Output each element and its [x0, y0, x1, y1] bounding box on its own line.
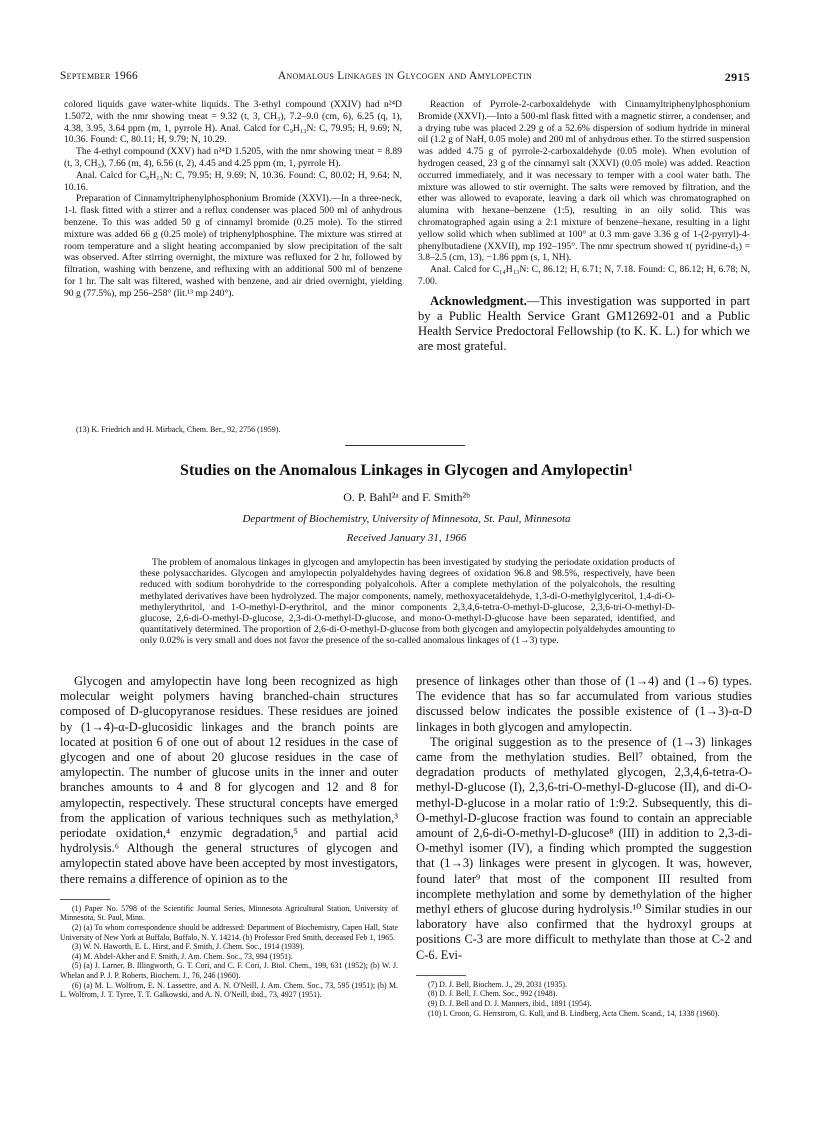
paragraph: The 4-ethyl compound (XXV) had n²⁴D 1.5205, with the nmr showing τneat = 8.89 (t, 3, CH₃), 7.66 (m, 4), 6.56 (t, 2), 4.45 and 4.25 ppm (m, 1, pyrrole H).	[64, 146, 402, 169]
prev-article-left-column	[64, 99, 402, 300]
running-header	[60, 70, 750, 86]
paragraph: Reaction of Pyrrole-2-carboxaldehyde with Cinnamyltriphenylphosphonium Bromide (XXVI).—Into a 500-ml flask fitted with a magnetic stirrer, a condenser, and a drying tube was placed 2.29 g of a 52.6% dispersion of sodium hydride in mineral oil (1.2 g of NaH, 0.05 mole) and 200 ml of anhydrous ether. To the stirred suspension was added 4.75 g of pyrrole-2-carboxaldehyde (0.05 mole). When evolution of hydrogen ceased, 23 g of the cinnamyl salt (XXVI) (0.05 mole) was added. Reaction occurred immediately, and it was necessary to temper with a cool water bath. The mixture was allowed to stir overnight. The salts were removed by filtration, and the ether was allowed to evaporate, leaving a dark oil which was chromatographed on alumina with hexane–benzene (1:5), resulting in an oily solid. This was chromatographed again using a 2:1 mixture of benzene–hexane, resulting in a light yellow solid which when sublimed at 100° at 0.3 mm gave 3.36 g of 1-(2-pyrryl)-4-phenylbutadiene (XXVII), mp 192–195°. The nmr spectrum showed τ( pyridine-d₅) = 3.8–2.5 (cm, 13), −1.86 ppm (s, 1, NH).	[418, 99, 750, 264]
paragraph: Glycogen and amylopectin have long been recognized as high molecular weight polymers having branched-chain structures composed of D-glucopyranose residues. These residues are joined by (1→4)-α-D-glucosidic linkages and the branch points are located at position 6 of one out of about 12 residues in the case of glycogen and one of about 20 glucose residues in the case of amylopectin. The number of glucose units in the inner and outer branches amounts to 4 and 8 for glycogen and 12 and 8 for amylopectin, respectively. These structural concepts have emerged from the application of various techniques such as methylation,³ periodate oxidation,⁴ enzymic degradation,⁵ and partial acid hydrolysis.⁶ Although the general structures of glycogen and amylopectin stated above have been accepted by most investigators, there remains a difference of opinion as to the	[60, 674, 398, 886]
paragraph: Anal. Calcd for C₁₄H₁₃N: C, 86.12; H, 6.71; N, 7.18. Found: C, 86.12; H, 6.78; N, 7.00.	[418, 264, 750, 287]
footnotes-left	[60, 904, 398, 1000]
paragraph: Preparation of Cinnamyltriphenylphosphonium Bromide (XXVI).—In a three-neck, 1-l. flask fitted with a stirrer and a reflux condenser was placed 500 ml of anhydrous benzene. To this was added 50 g of cinnamyl bromide (0.25 mole). To the stirred mixture was added 66 g (0.25 mole) of triphenylphosphine. The mixture was stirred at room temperature and a slight heating accompanied by slow precipitation of the salt was observed. After stirring overnight, the mixture was refluxed for 2 hr, followed by filtration, washing with benzene, and refluxing with an additional 500 ml of benzene for 1 hr. The salt was filtered, washed with benzene, and air dried overnight, yielding 90 g (77.5%), mp 256–258° (lit.¹³ mp 240°).	[64, 193, 402, 299]
footnote-13: (13) K. Friedrich and H. Mirback, Chem. Ber., 92, 2756 (1959).	[76, 425, 281, 434]
footnote: (2) (a) To whom correspondence should be addressed: Department of Biochemistry, Capen Hall, State University of New York at Buffalo, Buffalo, N. Y. 14214. (b) Professor Fred Smith, deceased Feb 1, 1965.	[60, 923, 398, 942]
header-date: September 1966	[60, 70, 138, 82]
paragraph: The original suggestion as to the presence of (1→3) linkages came from the methylation studies. Bell⁷ obtained, from the degradation products of methylated glycogen, 2,3,4,6-tetra-O-methyl-D-glucose (I), 2,3,6-tri-O-methyl-D-glucose (II), and di-O-methyl-D-glucose in a molar ratio of 1:9:2. Subsequently, this di-O-methyl-D-glucose fraction was found to contain an appreciable amount of 2,6-di-O-methyl-D-glucose⁸ (III) in addition to 2,3-di-O-methyl isomer (IV), a finding which prompted the suggestion that (1→3) linkages were present in glycogen. It was, however, found later⁹ that most of the component III resulted from incomplete methylation and some by demethylation of the higher methyl ethers of glucose during hydrolysis.¹⁰ Similar studies in our laboratory have also confirmed that the hydroxyl groups at positions C-3 are more difficult to methylate than those at C-2 and C-6. Evi-	[416, 734, 752, 962]
footnote: (1) Paper No. 5798 of the Scientific Journal Series, Minnesota Agricultural Station, University of Minnesota, St. Paul, Minn.	[60, 903, 398, 923]
footnote-divider	[416, 975, 466, 976]
paragraph: Anal. Calcd for C₉H₁₃N: C, 79.95; H, 9.69; N, 10.36. Found: C, 80.02; H, 9.64; N, 10.16.	[64, 169, 402, 193]
article-left-column	[60, 674, 398, 1000]
footnote: (5) (a) J. Larner, B. Illingworth, G. T. Cori, and C. F. Cori, J. Biol. Chem., 199, 631 (1952); (b) W. J. Whelan and P. J. P. Roberts, Biochem. J., 76, 246 (1960).	[60, 961, 398, 980]
footnotes-right	[416, 980, 752, 1018]
footnote: (4) M. Abdel-Akher and F. Smith, J. Am. Chem. Soc., 73, 994 (1951).	[72, 951, 293, 961]
received-date: Received January 31, 1966	[346, 532, 467, 544]
section-divider	[345, 445, 465, 446]
article-department: Department of Biochemistry, University of Minnesota, St. Paul, Minnesota	[242, 513, 571, 525]
paragraph: presence of linkages other than those of (1→4) and (1→6) types. The evidence that has so far accumulated from various studies discussed below indicates the possible existence of (1→3)-α-D linkages in both glycogen and amylopectin.	[416, 674, 752, 734]
footnote: (7) D. J. Bell, Biochem. J., 29, 2031 (1935).	[428, 979, 567, 989]
acknowledgment-label: Acknowledgment.	[430, 293, 527, 308]
acknowledgment-text: —This investigation was supported in part by a Public Health Service Grant GM12692-01 and a Public Health Service Predoctoral Fellowship (to K. K. L.) for which we are most grateful.	[418, 293, 750, 353]
article-title: Studies on the Anomalous Linkages in Glycogen and Amylopectin¹	[180, 462, 633, 479]
page-number: 2915	[724, 70, 750, 84]
footnote-divider	[60, 899, 110, 900]
abstract: The problem of anomalous linkages in glycogen and amylopectin has been investigated by studying the periodate oxidation products of these polysaccharides. Glycogen and amylopectin polyaldehydes having degrees of oxidation 96.8 and 98.5%, respectively, have been reduced with sodium borohydride to the corresponding polyalcohols. After a complete methylation of the polyalcohols, the resulting methylated derivatives have been hydrolyzed. The major components, namely, methoxyacetaldehyde, 1,3-di-O-methylglyceritol, 1,4-di-O-methylerythritol, and 1-O-methyl-D-erythritol, and the minor components 2,3,4,6-tetra-O-methyl-D-glucose, 2,3,6-tri-O-methyl-D-glucose, 2,6-di-O-methyl-D-glucose, 2,3-di-O-methyl-D-glucose, and mono-O-methyl-D-glucose have been separated, identified, and quantitatively determined. The proportion of 2,6-di-O-methyl-D-glucose from both glycogen and amylopectin polyaldehydes amounting to only 0.02% is very small and does not favor the presence of the so-called anomalous linkages of (1→3) type.	[140, 557, 675, 647]
acknowledgment	[418, 294, 750, 354]
article-right-column	[416, 674, 752, 1018]
article-authors: O. P. Bahl²ᵃ and F. Smith²ᵇ	[343, 490, 470, 504]
footnote: (6) (a) M. L. Wolfrom, E. N. Lassettre, and A. N. O'Neill, J. Am. Chem. Soc., 73, 595 (1951); (b) M. L. Wolfrom, J. T. Tyree, T. T. Galkowski, and A. N. O'Neill, ibid., 73, 4927 (1951).	[60, 980, 398, 1000]
paragraph: colored liquids gave water-white liquids. The 3-ethyl compound (XXIV) had n²⁴D 1.5072, with the nmr showing τneat = 9.32 (t, 3, CH₃), 7.2–9.0 (cm, 6), 6.25 (q, 1), 4.38, 3.95, 3.64 ppm (m, 1, pyrrole H). Anal. Calcd for C₉H₁₃N: C, 79.95; H, 9.69; N, 10.36. Found: C, 80.11; H, 9.79; N, 10.29.	[64, 99, 402, 146]
footnote: (9) D. J. Bell and D. J. Manners, ibid., 1891 (1954).	[428, 999, 592, 1009]
footnote: (8) D. J. Bell, J. Chem. Soc., 992 (1948).	[428, 989, 558, 999]
prev-article-right-column	[418, 99, 750, 354]
header-title: Anomalous Linkages in Glycogen and Amylopectin	[277, 70, 533, 82]
footnote: (10) I. Croon, G. Herrstrom, G. Kull, and B. Lindberg, Acta Chem. Scand., 14, 1338 (1960).	[428, 1008, 720, 1018]
footnote: (3) W. N. Haworth, E. L. Hirst, and F. Smith, J. Chem. Soc., 1914 (1939).	[72, 942, 305, 952]
